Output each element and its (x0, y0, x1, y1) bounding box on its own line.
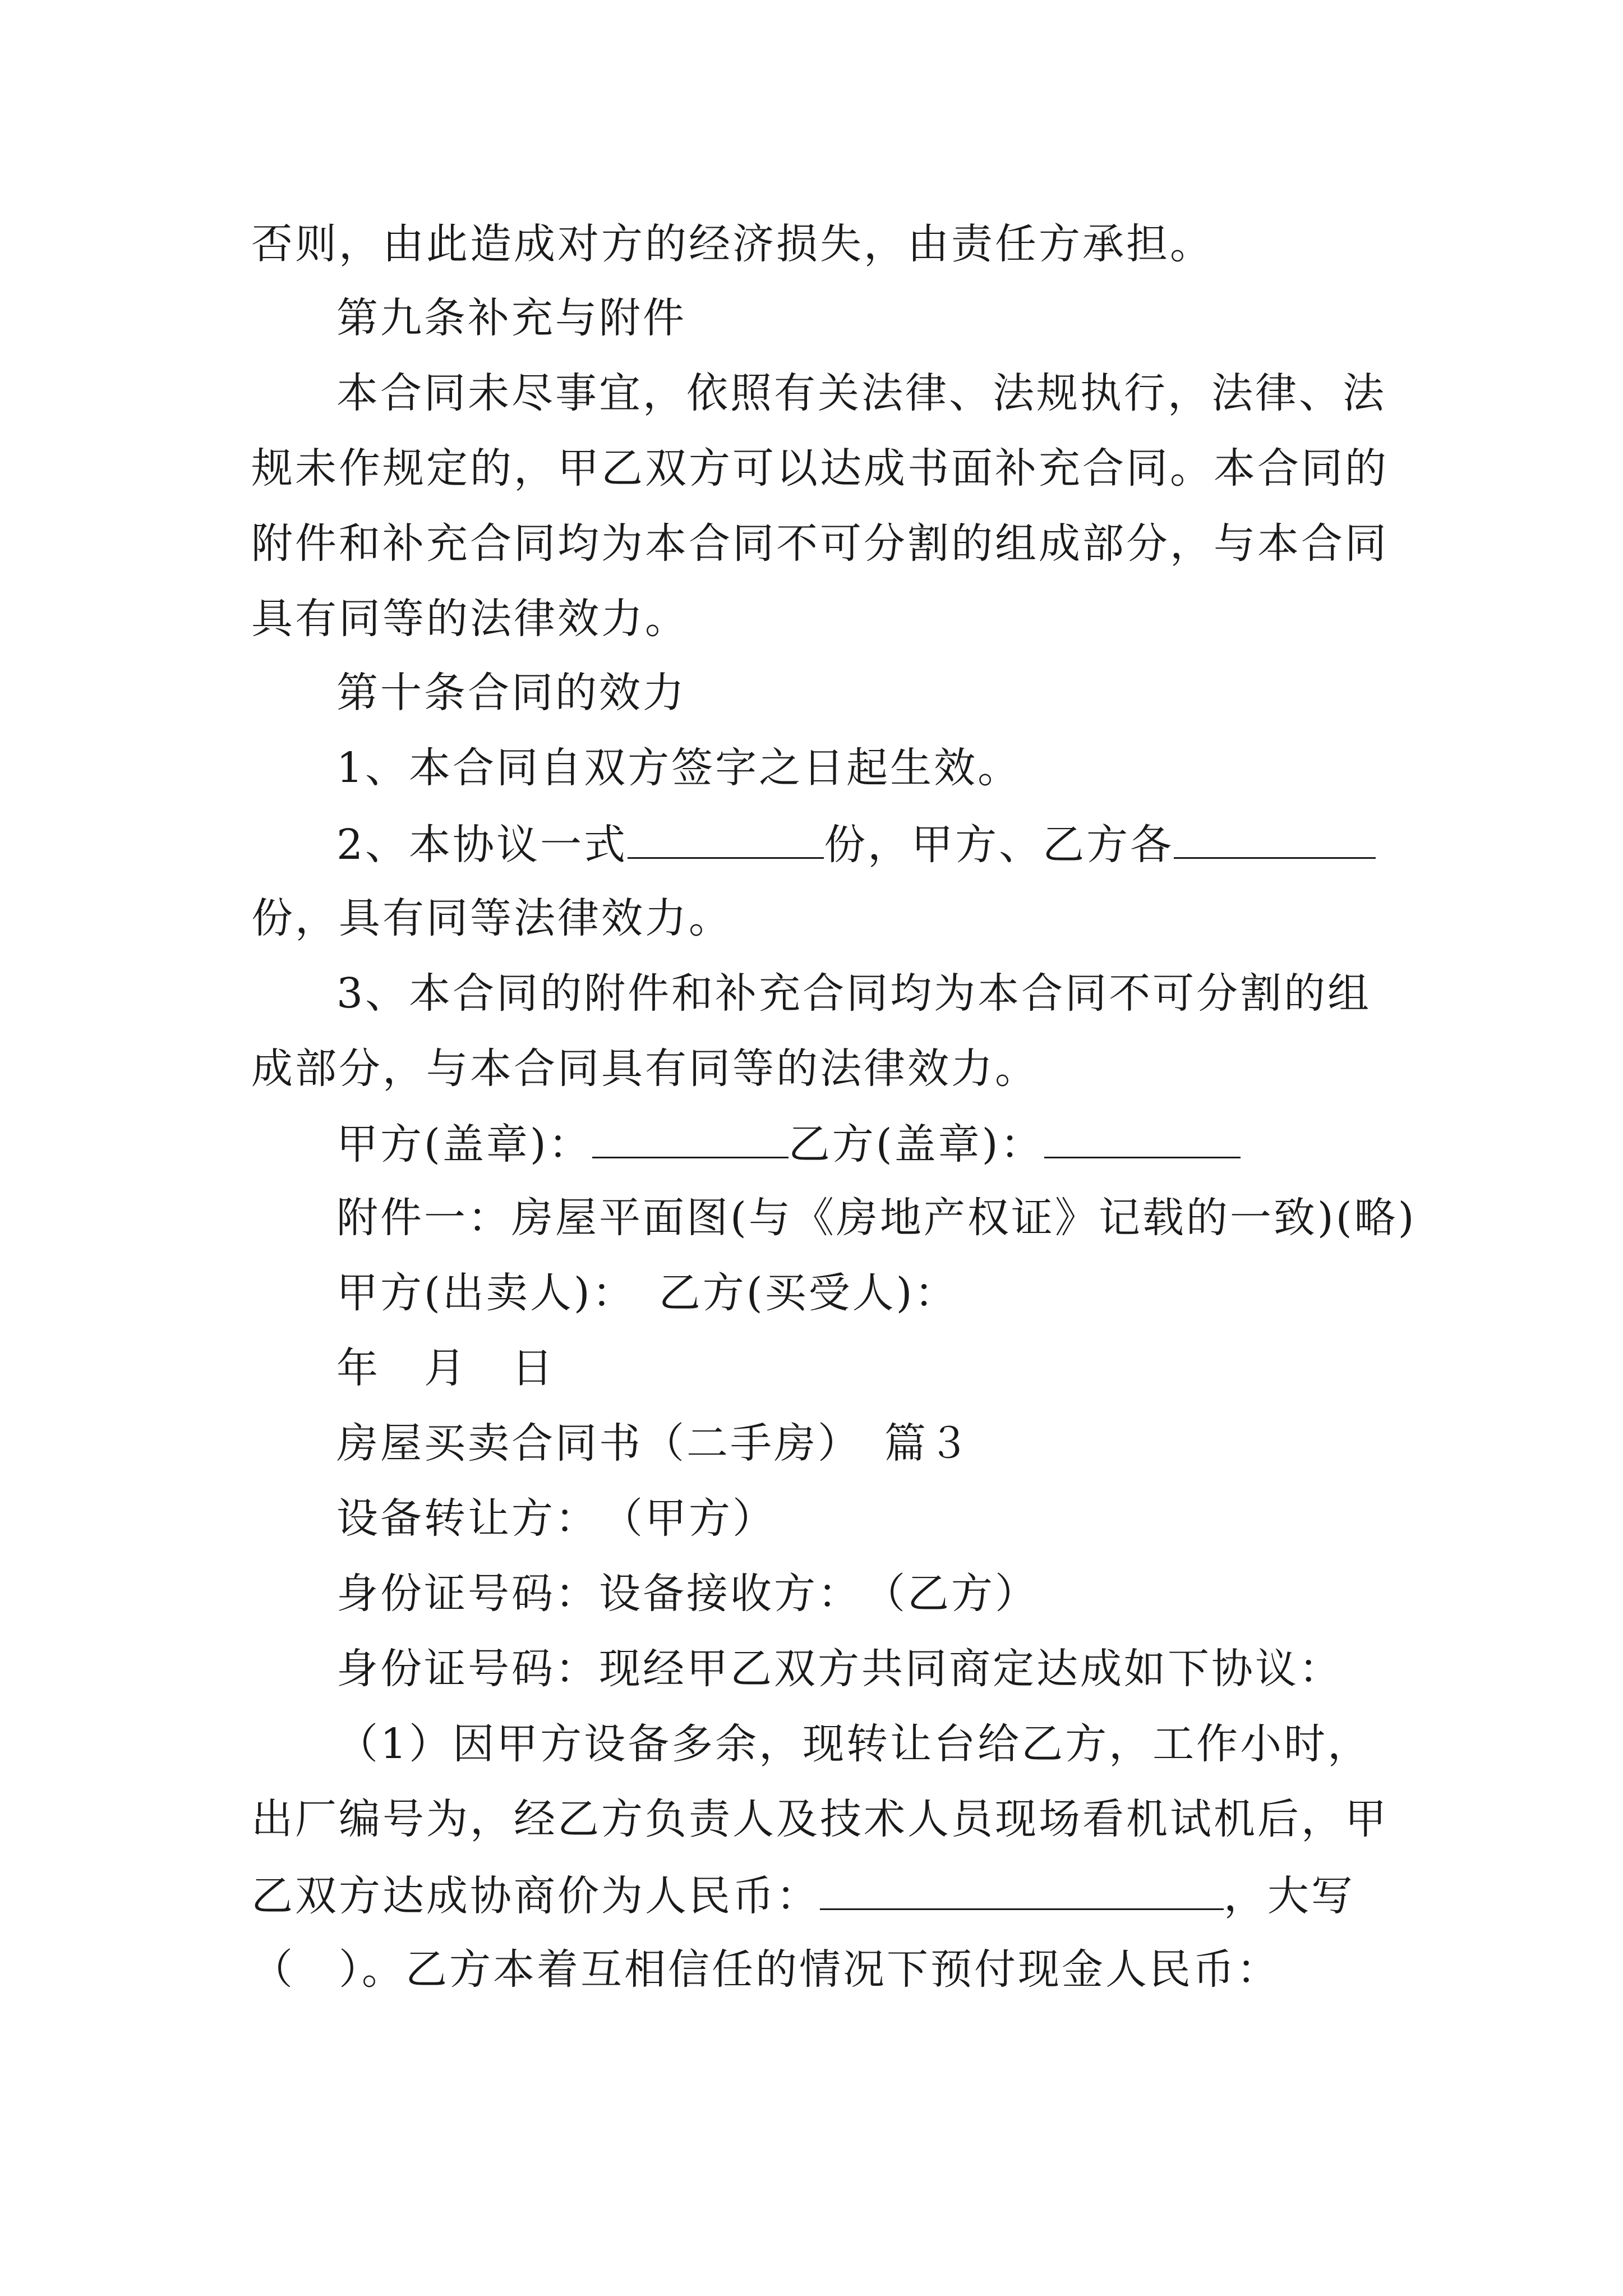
copies-blank[interactable] (628, 822, 824, 859)
paragraph-line: 附件和补充合同均为本合同不可分割的组成部分，与本合同 (251, 519, 1389, 568)
signature-line: 甲方(出卖人)： 乙方(买受人)： (336, 1269, 958, 1317)
party-a-seal-label: 甲方(盖章)： (336, 1120, 592, 1168)
paragraph-line: 具有同等的法律效力。 (251, 595, 689, 643)
party-b-seal-label: 乙方(盖章)： (788, 1120, 1044, 1168)
party-a-seal-blank[interactable] (592, 1122, 789, 1158)
paragraph-line: （1）因甲方设备多余，现转让台给乙方，工作小时， (336, 1720, 1372, 1768)
paragraph-line: 规未作规定的，甲乙双方可以达成书面补充合同。本合同的 (251, 444, 1389, 493)
article-heading: 第十条合同的效力 (336, 669, 686, 717)
text-segment: 2、本协议一式 (336, 821, 628, 869)
paragraph-line (251, 1872, 1355, 1920)
paragraph-line: 3、本合同的附件和补充合同均为本合同不可分割的组 (336, 969, 1372, 1018)
paragraph-line: 份，具有同等法律效力。 (251, 894, 732, 942)
text-segment: 份，甲方、乙方各 (824, 821, 1174, 869)
article-heading: 第九条补充与附件 (336, 294, 686, 342)
paragraph-line: （ ）。乙方本着互相信任的情况下预付现金人民币： (251, 1945, 1280, 1994)
attachment-line: 附件一：房屋平面图(与《房地产权证》记载的一致)(略) (336, 1194, 1417, 1242)
party-b-seal-blank[interactable] (1044, 1122, 1241, 1158)
copies-each-blank[interactable] (1174, 822, 1376, 859)
price-blank[interactable] (820, 1874, 1224, 1910)
paragraph-line: 身份证号码：设备接收方： （乙方） (336, 1570, 1039, 1618)
paragraph-line: 1、本合同自双方签字之日起生效。 (336, 744, 1022, 792)
signature-line (336, 1120, 1241, 1168)
paragraph-line: 本合同未尽事宜，依照有关法律、法规执行，法律、法 (336, 369, 1386, 417)
paragraph-line: 出厂编号为，经乙方负责人及技术人员现场看机试机后，甲 (251, 1795, 1389, 1843)
paragraph-line (336, 821, 1376, 869)
date-line: 年 月 日 (336, 1344, 555, 1392)
paragraph-line: 身份证号码：现经甲乙双方共同商定达成如下协议： (336, 1645, 1343, 1693)
text-segment: ，大写 (1224, 1872, 1355, 1920)
text-segment: 乙双方达成协商价为人民币： (251, 1872, 820, 1920)
section-title: 房屋买卖合同书（二手房） 篇３ (336, 1419, 972, 1467)
paragraph-line: 成部分，与本合同具有同等的法律效力。 (251, 1045, 1039, 1093)
paragraph-line: 否则，由此造成对方的经济损失，由责任方承担。 (251, 220, 1214, 268)
paragraph-line: 设备转让方： （甲方） (336, 1494, 776, 1543)
